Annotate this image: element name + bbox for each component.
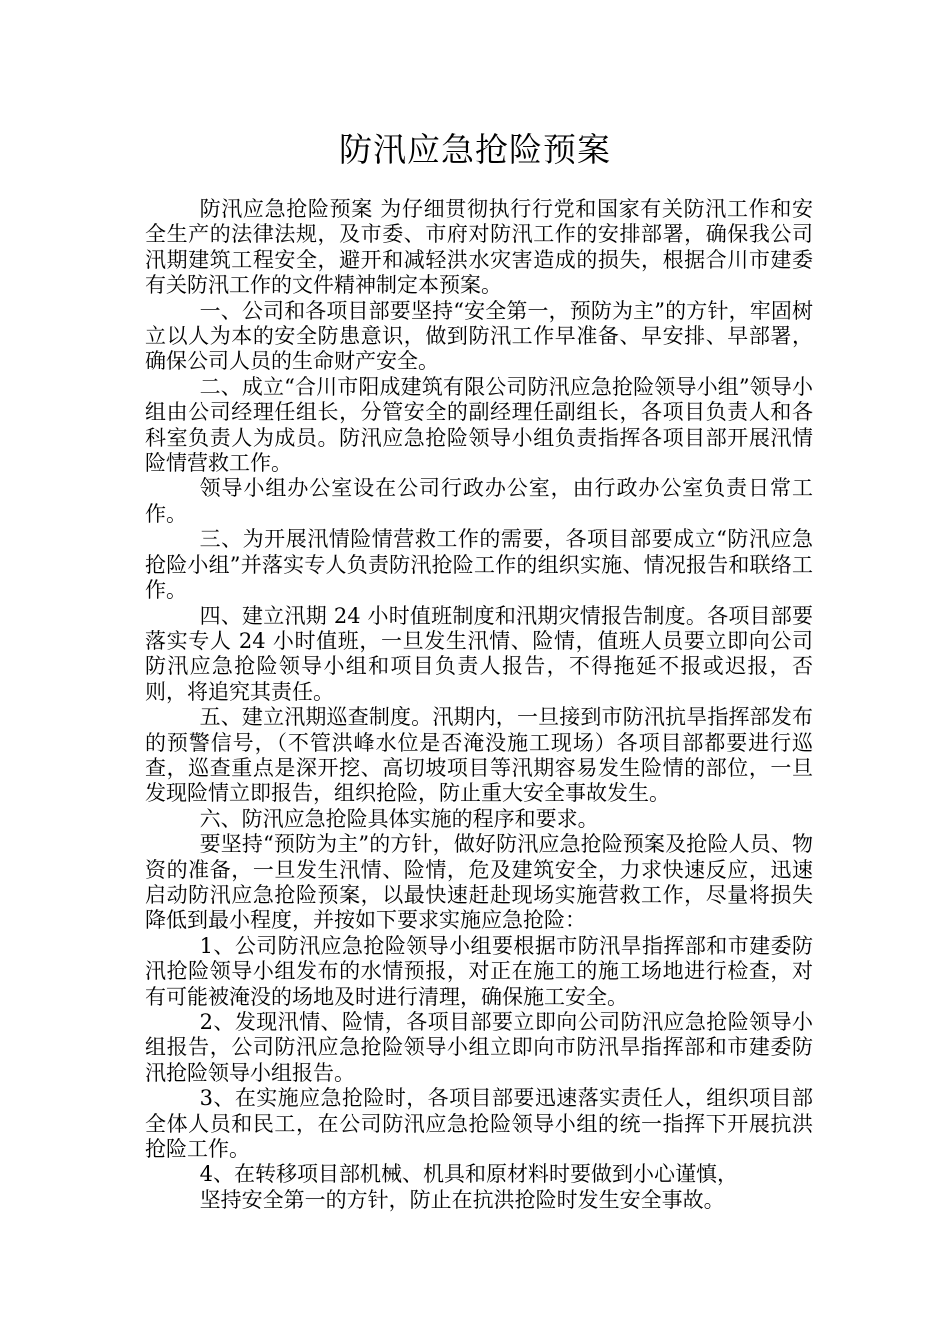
paragraph-item-4-cont: 坚持安全第一的方针，防止在抗洪抢险时发生安全事故。 bbox=[199, 1187, 725, 1212]
paragraph-item-4: 4、在转移项目部机械、机具和原材料时要做到小心谨慎， bbox=[199, 1162, 738, 1187]
paragraph-intro: 防汛应急抢险预案 为仔细贯彻执行行党和国家有关防汛工作和安全生产的法律法规，及市委、市府对防汛工作的安排部署，确保我公司汛期建筑工程安全，避开和减轻洪水灾害造成的损失，根据合川市建委有关防汛工作的文件精神制定本预案。 bbox=[145, 197, 813, 298]
paragraph-5: 五、建立汛期巡查制度。汛期内，一旦接到市防汛抗旱指挥部发布的预警信号，（不管洪峰水位是否淹没施工现场）各项目部都要进行巡查，巡查重点是深开挖、高切坡项目等汛期容易发生险情的部位，一旦发现险情立即报告，组织抢险，防止重大安全事故发生。 bbox=[145, 705, 813, 806]
paragraph-item-2: 2、发现汛情、险情，各项目部要立即向公司防汛应急抢险领导小组报告，公司防汛应急抢险领导小组立即向市防汛旱指挥部和市建委防汛抢险领导小组报告。 bbox=[145, 1010, 813, 1085]
paragraph-6: 六、防汛应急抢险具体实施的程序和要求。 bbox=[199, 806, 599, 831]
paragraph-3: 三、为开展汛情险情营救工作的需要，各项目部要成立“防汛应急抢险小组”并落实专人负责防汛抢险工作的组织实施、情况报告和联络工作。 bbox=[145, 527, 813, 603]
paragraph-2-office: 领导小组办公室设在公司行政办公室，由行政办公室负责日常工作。 bbox=[145, 476, 813, 526]
document-body bbox=[145, 197, 813, 1213]
paragraph-item-3: 3、在实施应急抢险时，各项目部要迅速落实责任人，组织项目部全体人员和民工，在公司防汛应急抢险领导小组的统一指挥下开展抗洪抢险工作。 bbox=[145, 1086, 813, 1162]
paragraph-item-1: 1、公司防汛应急抢险领导小组要根据市防汛旱指挥部和市建委防汛抢险领导小组发布的水情预报，对正在施工的施工场地进行检查，对有可能被淹没的场地及时进行清理，确保施工安全。 bbox=[145, 933, 813, 1009]
document-title: 防汛应急抢险预案 bbox=[339, 130, 611, 169]
paragraph-4: 四、建立汛期 24 小时值班制度和汛期灾情报告制度。各项目部要落实专人 24 小时值班，一旦发生汛情、险情，值班人员要立即向公司防汛应急抢险领导小组和项目负责人报告，不得拖延不报或迟报，否则，将追究其责任。 bbox=[145, 603, 813, 704]
paragraph-6-principle: 要坚持“预防为主”的方针，做好防汛应急抢险预案及抢险人员、物资的准备，一旦发生汛情、险情，危及建筑安全，力求快速反应，迅速启动防汛应急抢险预案，以最快速赶赴现场实施营救工作，尽量将损失降低到最小程度，并按如下要求实施应急抢险： bbox=[145, 832, 813, 933]
paragraph-1: 一、公司和各项目部要坚持“安全第一，预防为主”的方针，牢固树立以人为本的安全防患意识，做到防汛工作早准备、早安排、早部署，确保公司人员的生命财产安全。 bbox=[145, 298, 813, 374]
paragraph-2: 二、成立“合川市阳成建筑有限公司防汛应急抢险领导小组”领导小组由公司经理任组长，分管安全的副经理任副组长，各项目负责人和各科室负责人为成员。防汛应急抢险领导小组负责指挥各项目部开展汛情险情营救工作。 bbox=[145, 374, 813, 476]
